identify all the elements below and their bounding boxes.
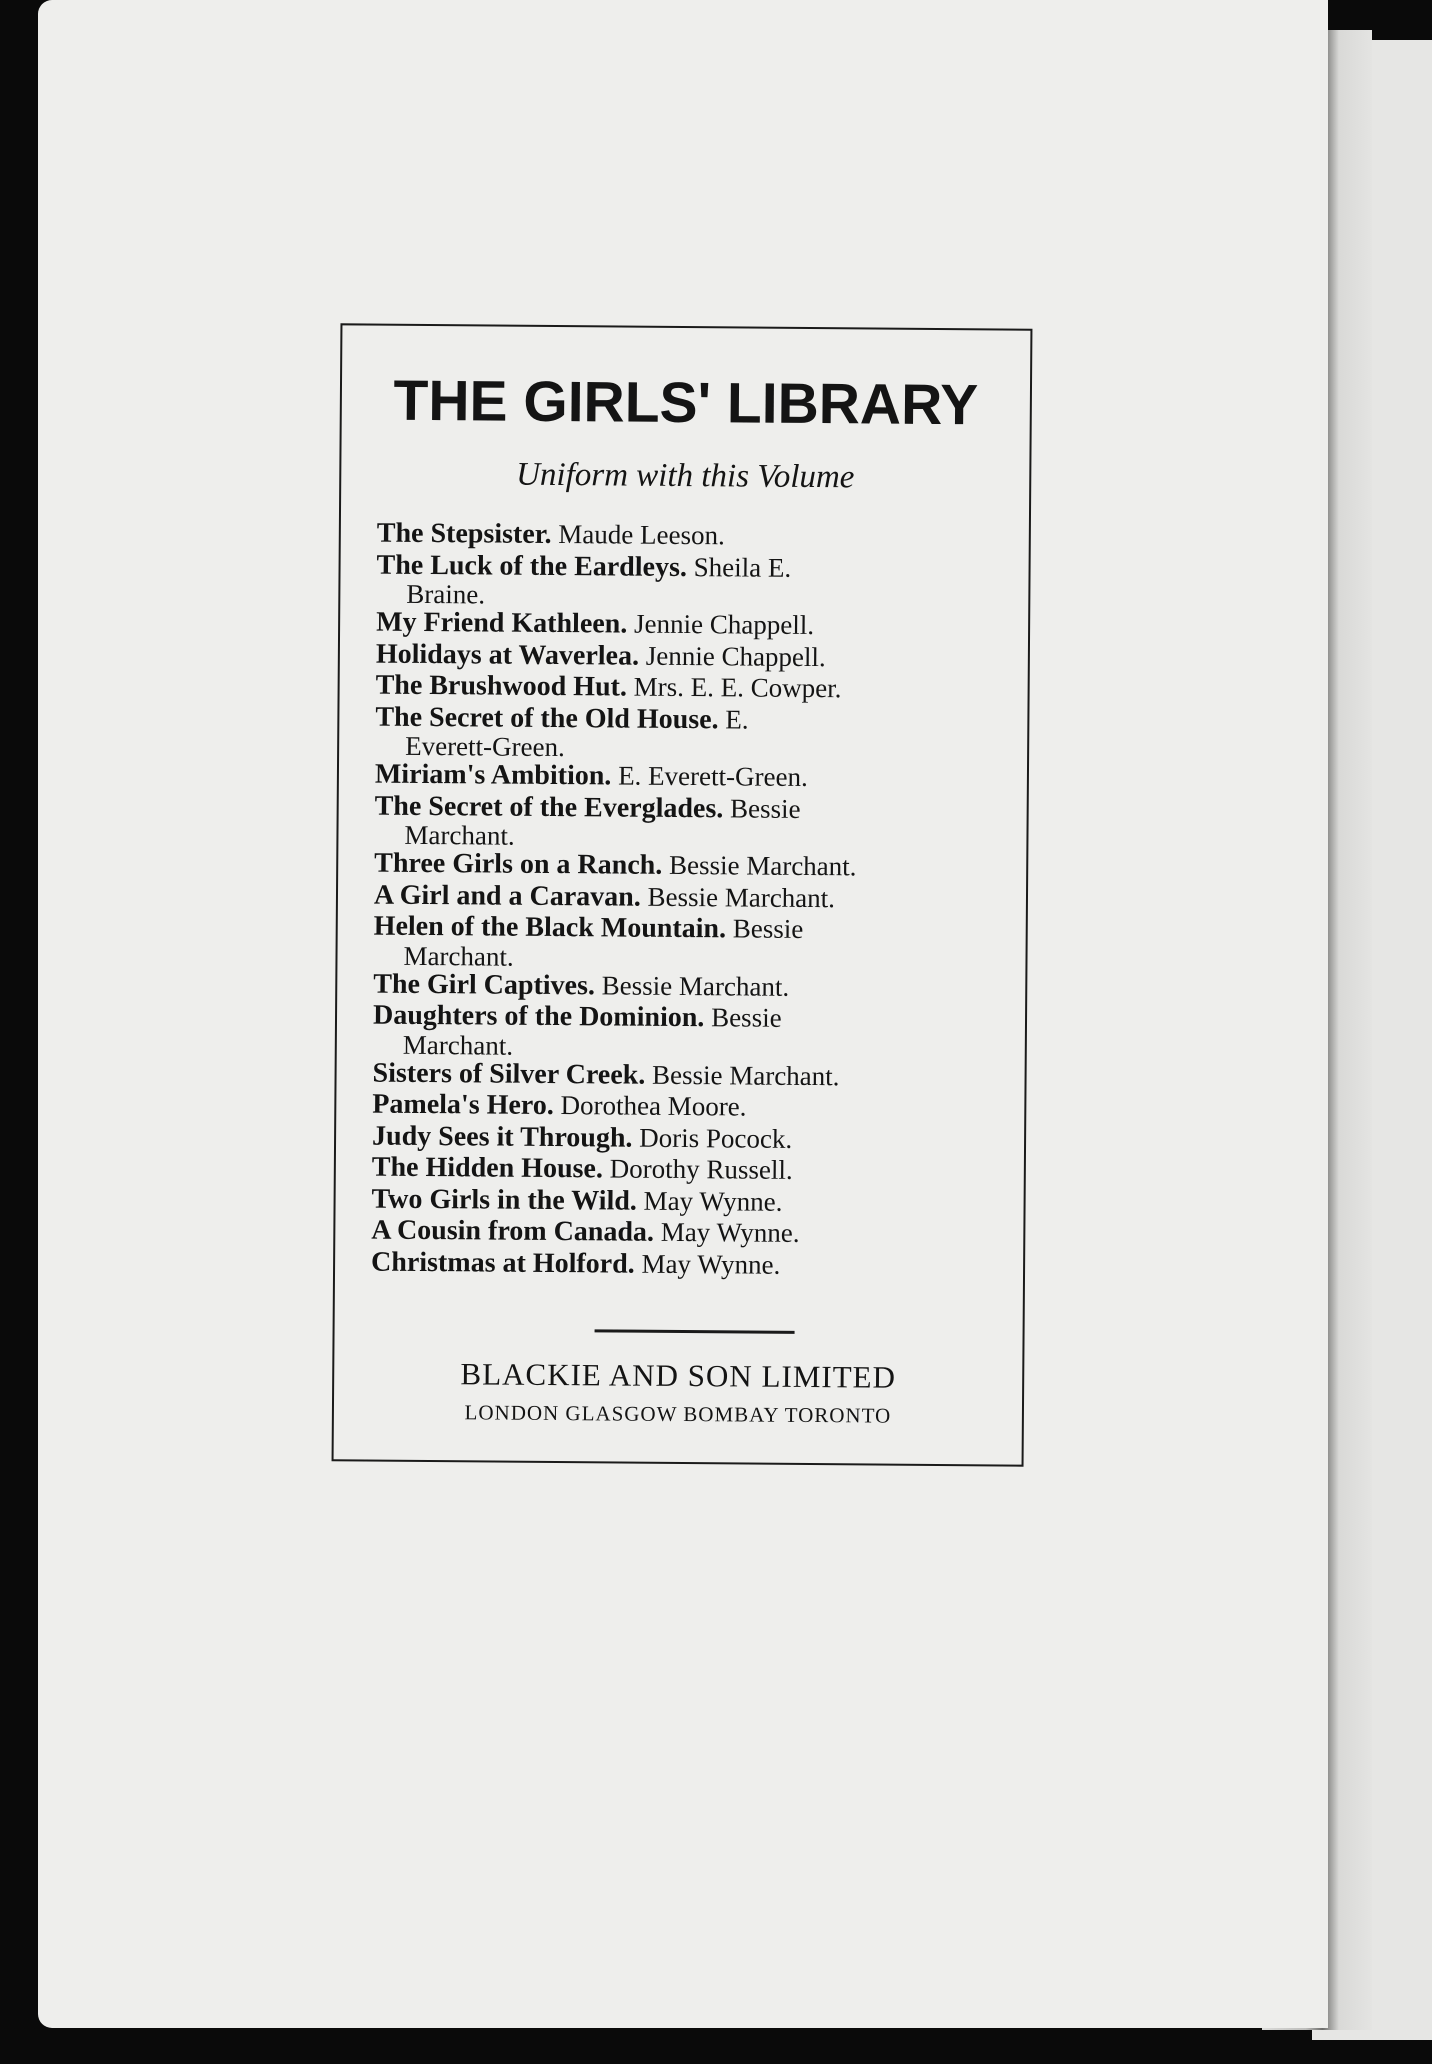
book-entry — [375, 759, 1005, 795]
book-entry — [374, 790, 1004, 852]
book-entry — [373, 1000, 1003, 1062]
book-author: Doris Pocock. — [639, 1122, 793, 1154]
book-author: E. — [725, 703, 749, 735]
book-author: Bessie — [729, 792, 801, 824]
series-subtitle: Uniform with this Volume — [516, 456, 855, 496]
book-title: My Friend Kathleen. — [376, 606, 628, 640]
book-entry — [374, 879, 1004, 915]
book-author: E. Everett-Green. — [618, 760, 808, 792]
book-entry — [372, 1120, 1002, 1156]
book-entry — [376, 607, 1006, 643]
book-title: The Girl Captives. — [373, 968, 596, 1001]
book-author: Jennie Chappell. — [633, 608, 815, 641]
book-author: Mrs. E. E. Cowper. — [633, 671, 842, 704]
book-title: Christmas at Holford. — [370, 1246, 635, 1280]
book-title: The Stepsister. — [376, 517, 552, 550]
book-title: Helen of the Black Mountain. — [373, 910, 727, 945]
book-entry — [372, 1057, 1002, 1093]
book-entry — [376, 670, 1006, 706]
book-author: Bessie — [711, 1002, 782, 1033]
book-entry — [376, 549, 1006, 611]
book-entry — [376, 638, 1006, 674]
book-title: The Luck of the Eardleys. — [376, 549, 688, 583]
book-author: Bessie — [732, 913, 804, 944]
book-title: Miriam's Ambition. — [374, 758, 612, 792]
book-author: May Wynne. — [641, 1248, 781, 1280]
book-author: Sheila E. — [693, 551, 792, 583]
book-entry — [374, 848, 1004, 884]
book-title: The Secret of the Old House. — [375, 701, 719, 735]
book-author: Dorothea Moore. — [560, 1090, 747, 1122]
book-entry — [372, 1089, 1002, 1125]
series-title: THE GIRLS' LIBRARY — [393, 368, 979, 438]
book-author: Bessie Marchant. — [601, 969, 790, 1002]
book-entry — [371, 1215, 1001, 1251]
book-entry — [373, 911, 1003, 973]
advertisement-box — [332, 323, 1033, 1466]
publisher-cities: LONDON GLASGOW BOMBAY TORONTO — [464, 1400, 892, 1428]
book-entry — [375, 701, 1005, 763]
book-title: Pamela's Hero. — [372, 1088, 554, 1121]
book-title: The Secret of the Everglades. — [374, 790, 724, 824]
book-author: May Wynne. — [643, 1185, 783, 1217]
book-entry — [373, 968, 1003, 1004]
book-entry — [377, 518, 1007, 554]
divider-rule — [595, 1329, 795, 1334]
book-author: Bessie Marchant. — [647, 881, 836, 913]
book-author-continued: Everett-Green. — [405, 730, 565, 763]
book-title: The Brushwood Hut. — [375, 669, 628, 703]
book-author: Bessie Marchant. — [668, 849, 857, 882]
book-author: Jennie Chappell. — [645, 640, 826, 672]
book-author: May Wynne. — [660, 1216, 800, 1248]
book-author-continued: Marchant. — [402, 1029, 514, 1061]
book-title: A Girl and a Caravan. — [373, 879, 641, 913]
book-title: The Hidden House. — [371, 1151, 604, 1185]
book-title: Sisters of Silver Creek. — [372, 1057, 646, 1091]
book-author-continued: Marchant. — [403, 940, 514, 972]
book-entry — [371, 1246, 1001, 1282]
book-title: Three Girls on a Ranch. — [374, 847, 663, 881]
book-title: Holidays at Waverlea. — [375, 638, 640, 672]
book-author-continued: Marchant. — [404, 819, 515, 851]
book-author: Dorothy Russell. — [609, 1153, 793, 1185]
book-title: Daughters of the Dominion. — [372, 999, 705, 1034]
publisher-name: BLACKIE AND SON LIMITED — [460, 1356, 897, 1395]
book-entry — [371, 1183, 1001, 1219]
book-list — [371, 518, 1007, 1283]
book-title: Two Girls in the Wild. — [371, 1183, 638, 1217]
book-author-continued: Braine. — [406, 578, 486, 610]
book-title: Judy Sees it Through. — [371, 1120, 633, 1154]
book-author: Bessie Marchant. — [651, 1059, 840, 1091]
book-author: Maude Leeson. — [558, 519, 725, 551]
book-entry — [372, 1152, 1002, 1188]
book-title: A Cousin from Canada. — [371, 1214, 655, 1248]
